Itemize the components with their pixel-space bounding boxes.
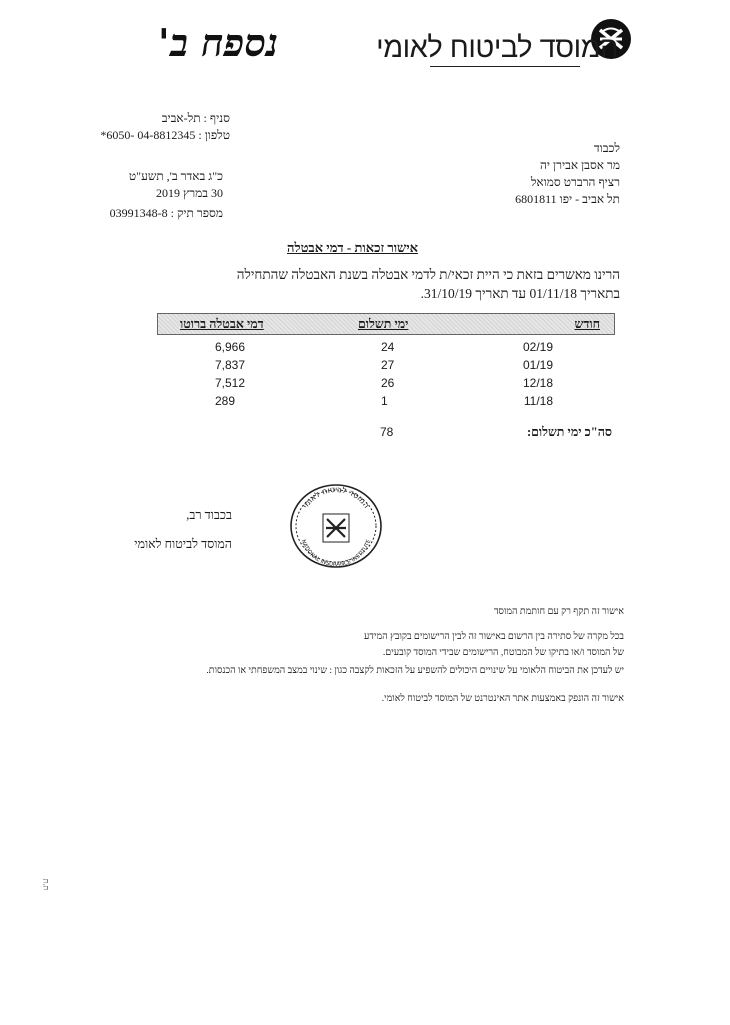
cell-month: 12/18 <box>522 376 553 390</box>
signature-regards: בכבוד רב, <box>186 508 232 522</box>
cell-gross: 6,966 <box>215 340 246 354</box>
letter-body-line: הרינו מאשרים בזאת כי היית זכאי/ת לדמי אבטלה בשנת האבטלה שהתחילה <box>236 267 620 282</box>
footer-note: אישור זה הונפק באמצעות אתר האינטרנט של המוסד לביטוח לאומי. <box>381 694 624 704</box>
cell-gross: 7,512 <box>215 376 246 390</box>
table-row <box>157 338 613 356</box>
svg-text:נספח ב': נספח ב' <box>158 20 279 65</box>
recipient-street: רציף הרברט סמואל <box>530 175 620 189</box>
footer-note: אישור זה תקף רק עם חותמת המוסד <box>493 607 624 617</box>
table-row <box>157 374 613 392</box>
column-header-month: חודש <box>574 317 600 331</box>
file-number: מספר תיק : 03991348-8 <box>109 206 223 220</box>
recipient-block <box>515 140 620 208</box>
svg-text:NATIONAL INSURANCE INSTITUTE: NATIONAL INSURANCE INSTITUTE <box>299 538 373 569</box>
hebrew-date: כ"ג באדר ב', תשע"ט <box>128 169 223 183</box>
branch-block <box>100 110 230 144</box>
total-days-value: 78 <box>380 425 394 439</box>
recipient-salutation: לכבוד <box>593 141 620 155</box>
svg-text:המוסד לביטוח לאומי: המוסד לביטוח לאומי <box>300 484 372 510</box>
letter-subject: אישור זכאות - דמי אבטלה <box>287 240 418 255</box>
header-divider <box>430 66 580 67</box>
gregorian-date: 30 במרץ 2019 <box>155 186 223 200</box>
signature-org: המוסד לביטוח לאומי <box>134 537 232 551</box>
footer-note: בכל מקרה של סתירה בין הרשום באישור זה לבין הרישומים בקובץ המידע <box>364 632 624 642</box>
institution-stamp <box>288 482 384 570</box>
date-block <box>110 168 223 222</box>
recipient-city: תל אביב - יפו 6801811 <box>515 192 620 206</box>
cell-days: 27 <box>381 358 395 372</box>
table-row <box>157 356 613 374</box>
cell-days: 26 <box>381 376 395 390</box>
cell-days: 24 <box>381 340 395 354</box>
column-header-days: ימי תשלום <box>358 317 409 331</box>
table-header <box>157 313 615 335</box>
cell-month: 11/18 <box>523 394 553 408</box>
cell-month: 02/19 <box>522 340 553 354</box>
cell-gross: 289 <box>215 394 236 408</box>
recipient-name: מר אסבן אבירן יה <box>539 158 620 172</box>
org-title: המוסד לביטוח לאומי <box>376 32 618 64</box>
footer-note: יש לעדכן את הביטוח הלאומי על שינויים היכולים להשפיע על הזכאות לקצבה כגון : שינוי במצב המשפחתי או הכנסות. <box>206 666 624 676</box>
table-row <box>157 392 613 410</box>
column-header-gross: דמי אבטלה ברוטו <box>180 317 264 331</box>
margin-mark: ת.ת <box>41 878 51 891</box>
cell-gross: 7,837 <box>215 358 246 372</box>
cell-month: 01/19 <box>522 358 553 372</box>
handwritten-annotation <box>10 12 279 68</box>
branch-line: סניף : תל-אביב <box>161 111 230 125</box>
footer-note: של המוסד ו/או בתיקו של המבוטח, הרישומים שבידי המוסד קובעים. <box>382 648 624 658</box>
cell-days: 1 <box>381 394 388 408</box>
letter-body-line: בתאריך 01/11/18 עד תאריך 31/10/19. <box>420 286 620 301</box>
phone-line: טלפון : 04-8812345 -6050* <box>100 128 230 142</box>
total-days-label: סה"כ ימי תשלום: <box>526 425 612 439</box>
